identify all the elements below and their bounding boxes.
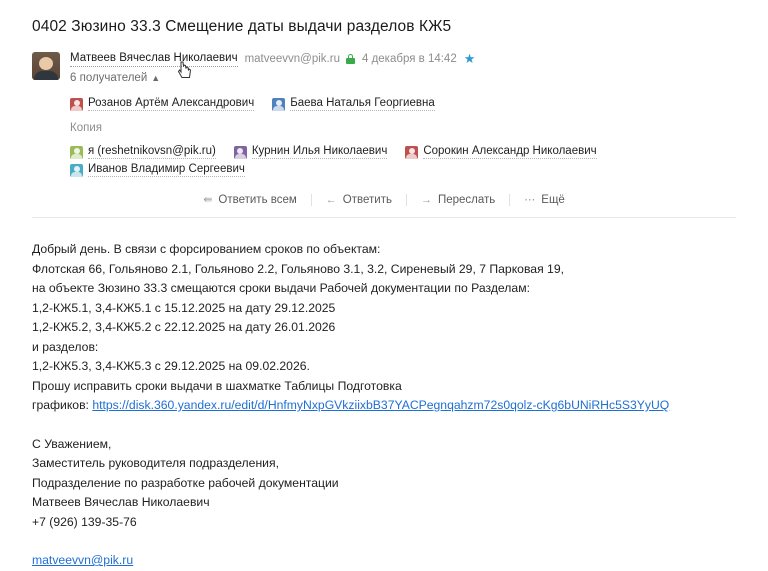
signature-phone: +7 (926) 139-35-76	[32, 514, 137, 529]
spacer	[32, 532, 736, 551]
star-icon[interactable]: ★	[463, 51, 476, 66]
recipient-avatar	[70, 146, 83, 159]
reply-all-label: Ответить всем	[218, 194, 297, 206]
reply-all-button[interactable]	[189, 194, 311, 206]
recipient-avatar	[70, 164, 83, 177]
recipient-chip[interactable]	[70, 143, 216, 161]
sender-row	[32, 51, 736, 86]
sender-details	[70, 51, 736, 86]
forward-button[interactable]	[407, 194, 509, 206]
body-line: и разделов:	[32, 339, 99, 354]
avatar	[32, 52, 60, 80]
body-line: 1,2-КЖ5.3, 3,4-КЖ5.3 с 29.12.2025 на 09.02.2026.	[32, 359, 310, 373]
sender-email: matveevvn@pik.ru	[244, 53, 340, 65]
recipient-avatar	[234, 146, 247, 159]
ellipsis-icon: ⋯	[524, 193, 536, 206]
link-prefix: графиков:	[32, 398, 89, 412]
recipient-chip[interactable]	[234, 143, 387, 161]
chevron-up-icon: ▲	[151, 72, 161, 83]
recipient-chip[interactable]	[70, 95, 254, 113]
body-line: Флотская 66, Гольяново 2.1, Гольяново 2.2, Гольяново 3.1, 3.2, Сиреневый 29, 7 Парковая 19,	[32, 261, 565, 276]
reply-button[interactable]	[312, 194, 406, 206]
more-button[interactable]	[510, 194, 579, 206]
signature-email-line	[32, 551, 736, 571]
recipient-name: Сорокин Александр Николаевич	[423, 145, 597, 157]
recipients-to-list	[70, 95, 736, 113]
recipient-name: Розанов Артём Александрович	[88, 97, 255, 109]
copy-label: Копия	[70, 122, 102, 134]
recipient-name: Курнин Илья Николаевич	[251, 145, 388, 157]
signature-email-link[interactable]: matveevvn@pik.ru	[32, 553, 134, 567]
lock-icon	[346, 54, 355, 64]
message-body	[32, 240, 736, 571]
recipient-name: Иванов Владимир Сергеевич	[88, 163, 245, 175]
message-action-toolbar	[32, 194, 736, 218]
reply-all-icon: ⇚	[203, 193, 213, 206]
signature-line: Заместитель руководителя подразделения,	[32, 456, 279, 470]
signature-line: Матвеев Вячеслав Николаевич	[32, 495, 210, 509]
signature-line: Подразделение по разработке рабочей документации	[32, 475, 339, 490]
forward-icon: →	[420, 193, 432, 206]
message-date: 4 декабря в 14:42	[361, 53, 457, 65]
recipient-chip[interactable]	[70, 161, 245, 179]
recipient-avatar	[70, 98, 83, 111]
spacer	[32, 416, 736, 435]
recipient-avatar	[272, 98, 285, 111]
forward-label: Переслать	[437, 194, 496, 206]
recipient-name: я (reshetnikovsn@pik.ru)	[88, 145, 216, 157]
body-line: 1,2-КЖ5.2, 3,4-КЖ5.2 с 22.12.2025 на дату 26.01.2026	[32, 320, 336, 334]
page-title: 0402 Зюзино 33.3 Смещение даты выдачи разделов КЖ5	[32, 18, 452, 35]
body-line: Прошу исправить сроки выдачи в шахматке Таблицы Подготовка	[32, 378, 402, 393]
body-line: на объекте Зюзино 33.3 смещаются сроки выдачи Рабочей документации по Разделам:	[32, 281, 530, 295]
recipient-avatar	[405, 146, 418, 159]
sender-line	[70, 51, 736, 67]
recipients-cc-list	[70, 143, 736, 179]
body-line: Добрый день. В связи с форсированием сроков по объектам:	[32, 242, 381, 256]
document-link[interactable]: https://disk.360.yandex.ru/edit/d/HnfmyNxpGVkziixbB37YACPegnqahzm72s0qolz-cKg6bUNiRHc5S3YyUQ	[92, 398, 670, 412]
recipients-toggle[interactable]	[70, 72, 160, 84]
signature-line: С Уважением,	[32, 436, 112, 451]
sender-name[interactable]: Матвеев Вячеслав Николаевич	[70, 51, 238, 67]
body-line: 1,2-КЖ5.1, 3,4-КЖ5.1 с 15.12.2025 на дату 29.12.2025	[32, 300, 336, 315]
recipient-name: Баева Наталья Георгиевна	[290, 97, 435, 109]
recipient-chip[interactable]	[272, 95, 435, 113]
more-label: Ещё	[541, 194, 565, 206]
recipients-toggle-label: 6 получателей	[70, 72, 148, 84]
reply-label: Ответить	[342, 194, 392, 206]
body-line-link	[32, 396, 736, 416]
recipient-chip[interactable]	[405, 143, 596, 161]
reply-icon: ←	[325, 193, 337, 206]
